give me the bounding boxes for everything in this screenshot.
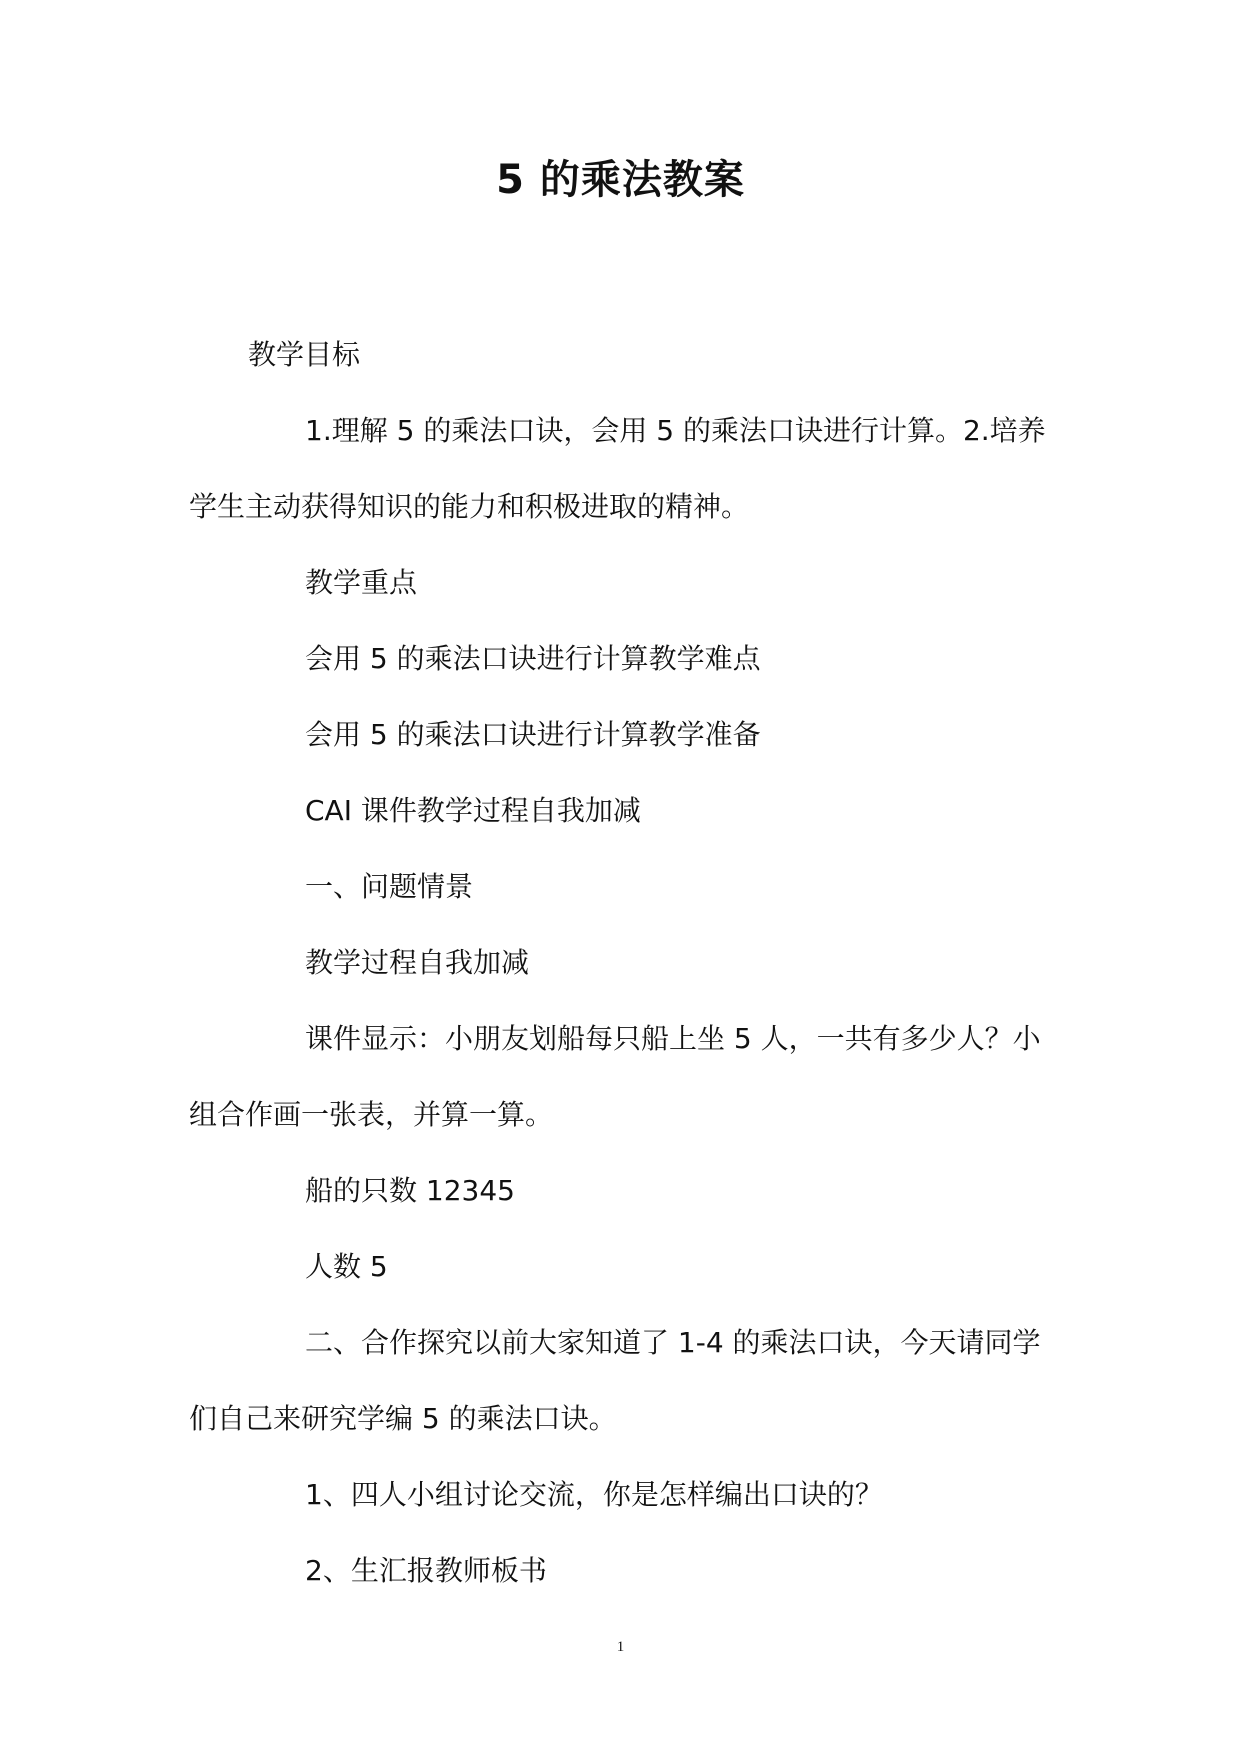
paragraph-line: 课件显示：小朋友划船每只船上坐 5 人，一共有多少人？小: [305, 1022, 1041, 1055]
paragraph-line: 教学过程自我加减: [305, 946, 530, 979]
paragraph-line: 会用 5 的乘法口诀进行计算教学难点: [305, 642, 761, 675]
paragraph-line: 1、四人小组讨论交流，你是怎样编出口诀的？: [305, 1478, 883, 1511]
paragraph-line: 们自己来研究学编 5 的乘法口诀。: [189, 1402, 617, 1435]
paragraph-line: 会用 5 的乘法口诀进行计算教学准备: [305, 718, 761, 751]
paragraph-line: 学生主动获得知识的能力和积极进取的精神。: [189, 490, 750, 523]
page-number: 1: [616, 1639, 625, 1655]
paragraph-line: 船的只数 12345: [305, 1174, 515, 1207]
paragraph-line: 1.理解 5 的乘法口诀，会用 5 的乘法口诀进行计算。2.培养: [305, 414, 1046, 447]
section-heading-problem: 一、问题情景: [305, 870, 474, 903]
paragraph-line: 2、生汇报教师板书: [305, 1554, 547, 1587]
section-heading-objectives: 教学目标: [248, 338, 361, 371]
paragraph-line: 人数 5: [305, 1250, 388, 1283]
section-heading-key-points: 教学重点: [305, 566, 418, 599]
document-title: 5 的乘法教案: [496, 157, 745, 203]
paragraph-line: 二、合作探究以前大家知道了 1-4 的乘法口诀，今天请同学: [305, 1326, 1041, 1359]
paragraph-line: CAI 课件教学过程自我加减: [305, 794, 641, 827]
paragraph-line: 组合作画一张表，并算一算。: [189, 1098, 554, 1131]
